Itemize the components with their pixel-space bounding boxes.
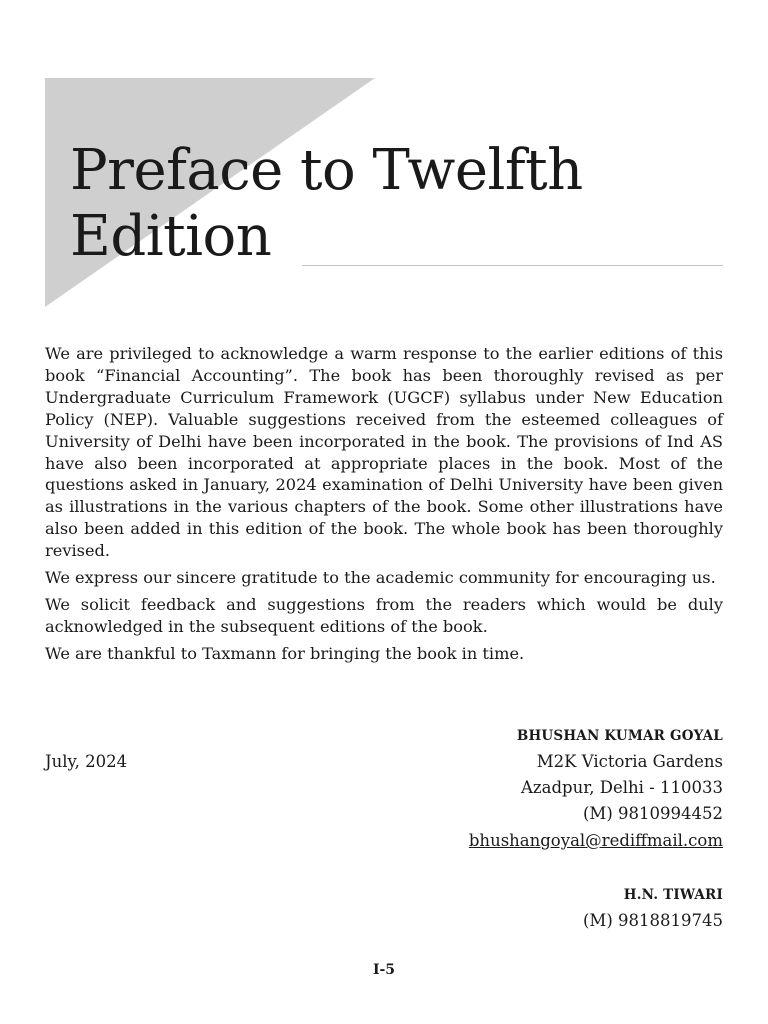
page-number: I-5 xyxy=(372,962,396,978)
author2-name: H.N. TIWARI xyxy=(623,887,723,903)
paragraph-3: We solicit feedback and suggestions from the readers which would be duly acknowledged in the subsequent editions of the book. xyxy=(45,594,723,636)
preface-body xyxy=(45,343,723,670)
author1-mobile: (M) 9810994452 xyxy=(583,804,723,823)
author1-address-line1: M2K Victoria Gardens xyxy=(536,752,723,771)
author1-name: BHUSHAN KUMAR GOYAL xyxy=(516,728,723,744)
paragraph-2: We express our sincere gratitude to the academic community for encouraging us. xyxy=(45,568,716,588)
author1-email-wrap xyxy=(469,831,723,850)
author1-email-link[interactable]: bhushangoyal@rediffmail.com xyxy=(468,831,723,850)
author2-mobile: (M) 9818819745 xyxy=(583,911,723,930)
title-line-1: Preface to Twelfth xyxy=(70,138,583,203)
paragraph-4: We are thankful to Taxmann for bringing the book in time. xyxy=(45,643,525,663)
author1-address-line2: Azadpur, Delhi - 110033 xyxy=(521,778,723,797)
preface-date: July, 2024 xyxy=(45,752,128,771)
title-line-2: Edition xyxy=(70,204,272,269)
paragraph-1: We are privileged to acknowledge a warm response to the earlier editions of this book “Financial Accounting”. The book has been thoroughly revised as per Undergraduate Curriculum Framework (UGCF) syllabus under New Education Policy (NEP). Valuable suggestions received from the esteemed colleagues of University of Delhi have been incorporated in the book. The provisions of Ind AS have also been incorporated at appropriate places in the book. Most of the questions asked in January, 2024 examination of Delhi University have been given as illustrations in the various chapters of the book. Some other illustrations have also been added in this edition of the book. The whole book has been thoroughly revised. xyxy=(45,344,723,561)
title-underline-rule xyxy=(302,265,723,266)
page-title xyxy=(70,138,583,270)
